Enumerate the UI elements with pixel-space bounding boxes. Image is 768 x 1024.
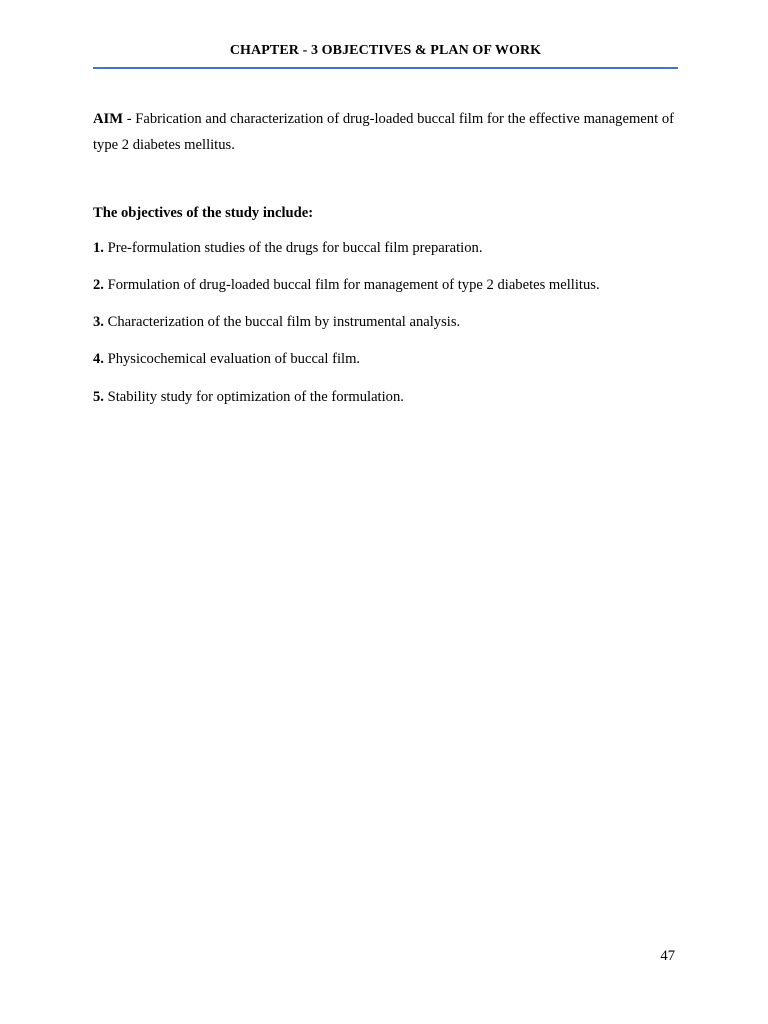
objective-number: 2. bbox=[93, 277, 104, 293]
objective-text: Characterization of the buccal film by instrumental analysis. bbox=[103, 314, 461, 330]
objective-number: 4. bbox=[93, 351, 104, 367]
objective-item-4 bbox=[93, 349, 360, 369]
objective-number: 5. bbox=[93, 389, 104, 405]
objective-text: Pre-formulation studies of the drugs for buccal film preparation. bbox=[103, 240, 483, 256]
objective-number: 1. bbox=[93, 240, 104, 256]
objective-item-3 bbox=[93, 312, 460, 332]
objective-item-5 bbox=[93, 387, 404, 407]
objective-item-2 bbox=[93, 275, 600, 295]
objective-number: 3. bbox=[93, 314, 104, 330]
objective-item-1 bbox=[93, 238, 482, 258]
page-number: 47 bbox=[660, 948, 675, 964]
aim-paragraph bbox=[93, 106, 674, 158]
objective-text: Stability study for optimization of the formulation. bbox=[103, 389, 404, 405]
objective-text: Formulation of drug-loaded buccal film for management of type 2 diabetes mellitus. bbox=[103, 277, 600, 293]
objective-text: Physicochemical evaluation of buccal film. bbox=[103, 351, 361, 367]
header-divider bbox=[93, 67, 678, 69]
chapter-header: CHAPTER - 3 OBJECTIVES & PLAN OF WORK bbox=[229, 43, 542, 58]
objectives-heading: The objectives of the study include: bbox=[93, 205, 314, 221]
aim-text: - Fabrication and characterization of drug-loaded buccal film for the effective management of type 2 diabetes mellitus. bbox=[93, 111, 674, 153]
aim-label: AIM bbox=[93, 111, 123, 127]
